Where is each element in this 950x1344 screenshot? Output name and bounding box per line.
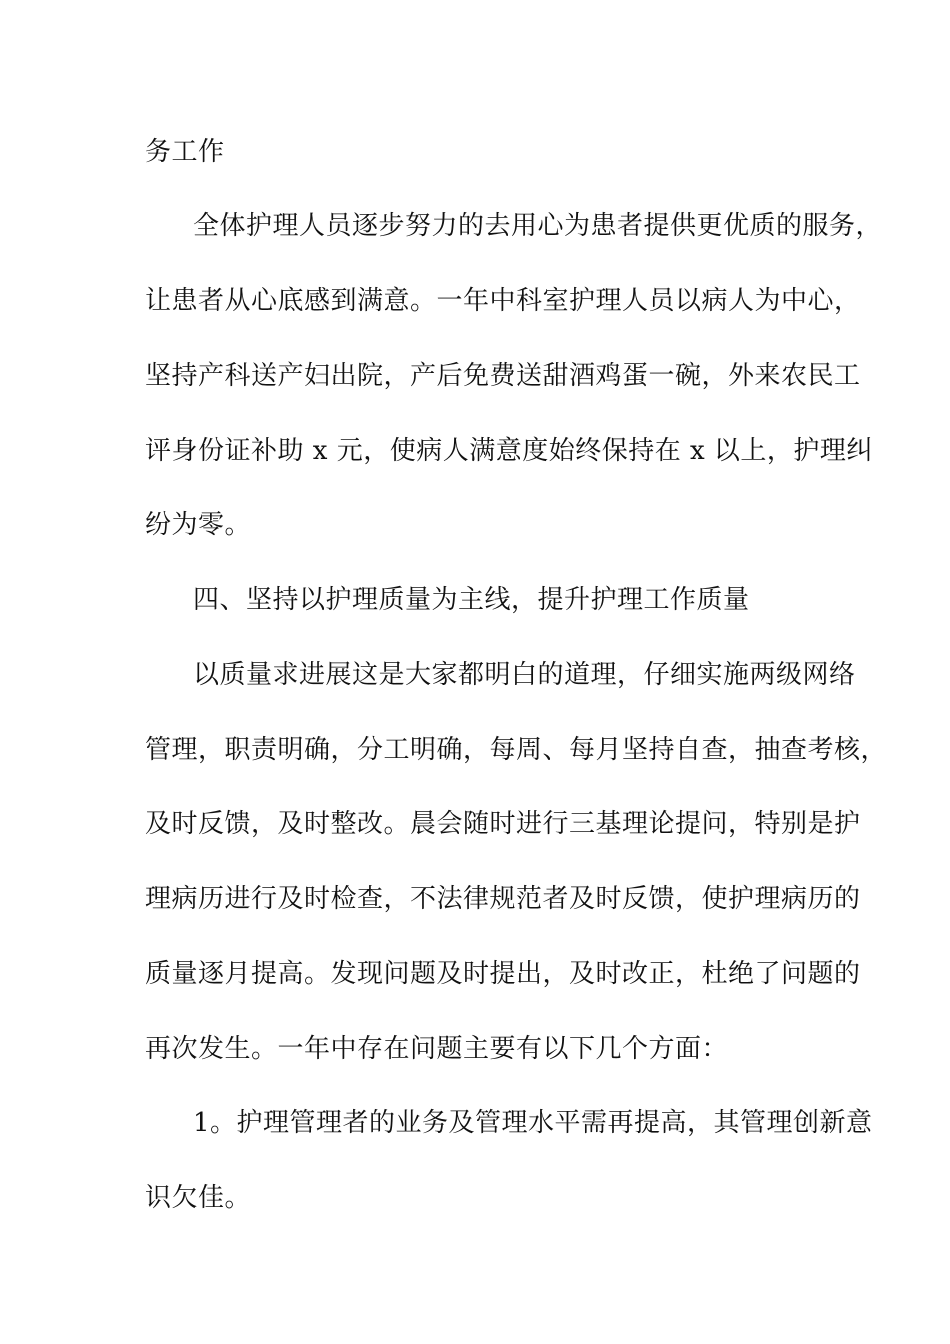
text-line-1: 务工作 xyxy=(145,137,225,167)
text-line-5: 评身份证补助 x 元，使病人满意度始终保持在 x 以上，护理纠 xyxy=(145,436,873,466)
text-line-3: 让患者从心底感到满意。一年中科室护理人员以病人为中心， xyxy=(145,286,861,316)
text-line-13: 再次发生。一年中存在问题主要有以下几个方面： xyxy=(145,1034,729,1064)
text-line-4: 坚持产科送产妇出院，产后免费送甜酒鸡蛋一碗，外来农民工 xyxy=(145,361,861,391)
text-line-12: 质量逐月提高。发现问题及时提出，及时改正，杜绝了问题的 xyxy=(145,959,861,989)
list-item-1: 1。护理管理者的业务及管理水平需再提高，其管理创新意 xyxy=(193,1108,873,1138)
text-line-8: 以质量求进展这是大家都明白的道理，仔细实施两级网络 xyxy=(193,660,856,690)
text-line-2: 全体护理人员逐步努力的去用心为患者提供更优质的服务， xyxy=(193,211,883,241)
text-line-10: 及时反馈，及时整改。晨会随时进行三基理论提问，特别是护 xyxy=(145,809,861,839)
section-heading: 四、坚持以护理质量为主线，提升护理工作质量 xyxy=(193,585,750,615)
text-line-15: 识欠佳。 xyxy=(145,1183,252,1213)
text-line-11: 理病历进行及时检查，不法律规范者及时反馈，使护理病历的 xyxy=(145,884,861,914)
text-line-9: 管理，职责明确，分工明确，每周、每月坚持自查，抽查考核， xyxy=(145,735,888,765)
text-line-6: 纷为零。 xyxy=(145,510,252,540)
